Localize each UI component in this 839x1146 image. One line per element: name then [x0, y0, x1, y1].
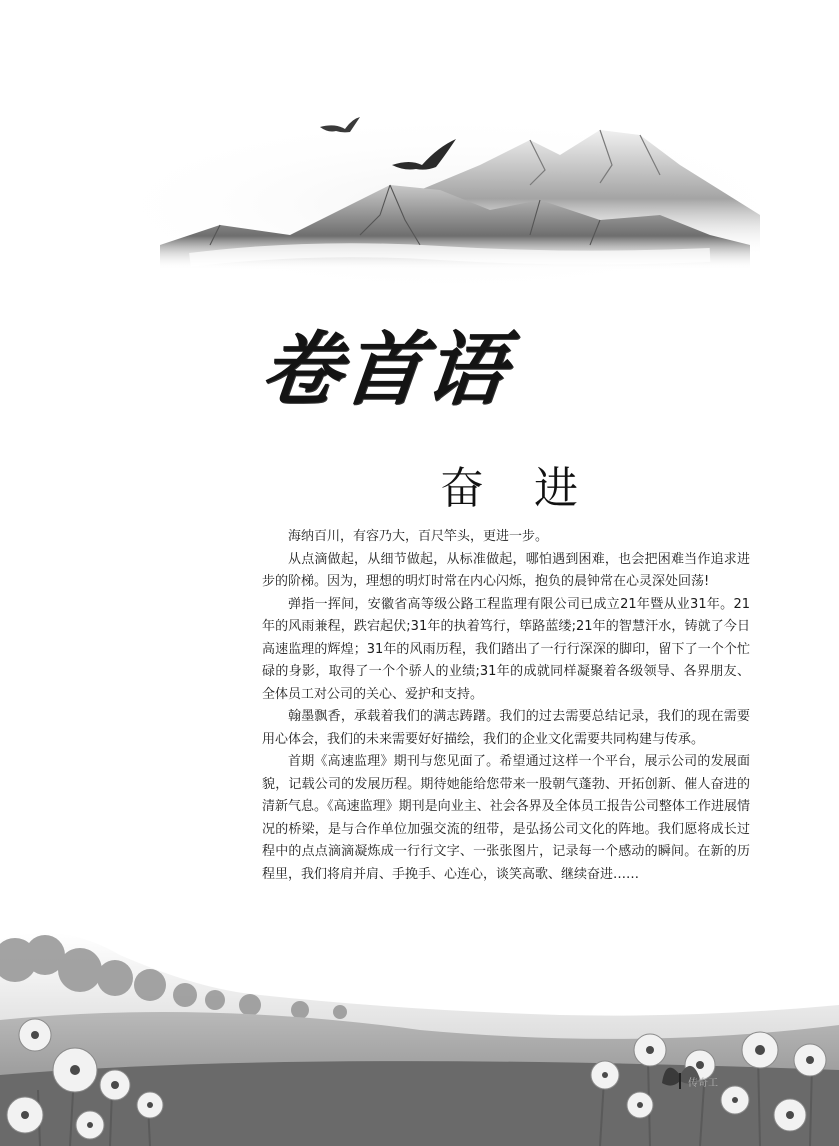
paragraph: 首期《高速监理》期刊与您见面了。希望通过这样一个平台，展示公司的发展面貌，记载公司的发展历程。期待她能给您带来一股朝气蓬勃、开拓创新、催人奋进的清新气息。《高速监理》期刊是向业主、社会各界及全体员工报告公司整体工作进展情况的桥梁，是与合作单位加强交流的纽带，是弘扬公司文化的阵地。我们愿将成长过程中的点点滴滴凝炼成一行行文字、一张张图片，记录每一个感动的瞬间。在新的历程里，我们将肩并肩、手挽手、心连心，谈笑高歌、继续奋进……	[262, 754, 750, 882]
mountains-eagles-illustration	[60, 95, 760, 295]
article-body	[262, 526, 750, 886]
paragraph: 从点滴做起，从细节做起，从标准做起，哪怕遇到困难，也会把困难当作追求进步的阶梯。因为，理想的明灯时常在内心闪烁，抱负的晨钟常在心灵深处回荡!	[262, 551, 750, 589]
article-title: 奋 进	[440, 463, 596, 514]
paragraph: 海纳百川，有容乃大，百尺竿头，更进一步。	[288, 529, 549, 544]
meadow-illustration	[0, 900, 839, 1146]
paragraph: 翰墨飘香，承载着我们的满志踌躇。我们的过去需要总结记录，我们的现在需要用心体会，我们的未来需要好好描绘，我们的企业文化需要共同构建与传承。	[262, 709, 750, 747]
paragraph: 弹指一挥间，安徽省高等级公路工程监理有限公司已成立21年暨从业31年。21年的风雨兼程，跌宕起伏;31年的执着笃行，筚路蓝缕;21年的智慧汗水，铸就了今日高速监理的辉煌；31年的风雨历程，我们踏出了一行行深深的脚印，留下了一个个忙碌的身影，取得了一个个骄人的业绩;31年的成就同样凝聚着各级领导、各界朋友、全体员工对公司的关心、爱护和支持。	[262, 596, 750, 702]
watermark: 传奇工	[688, 1078, 718, 1089]
heading: 卷首语	[256, 322, 513, 416]
